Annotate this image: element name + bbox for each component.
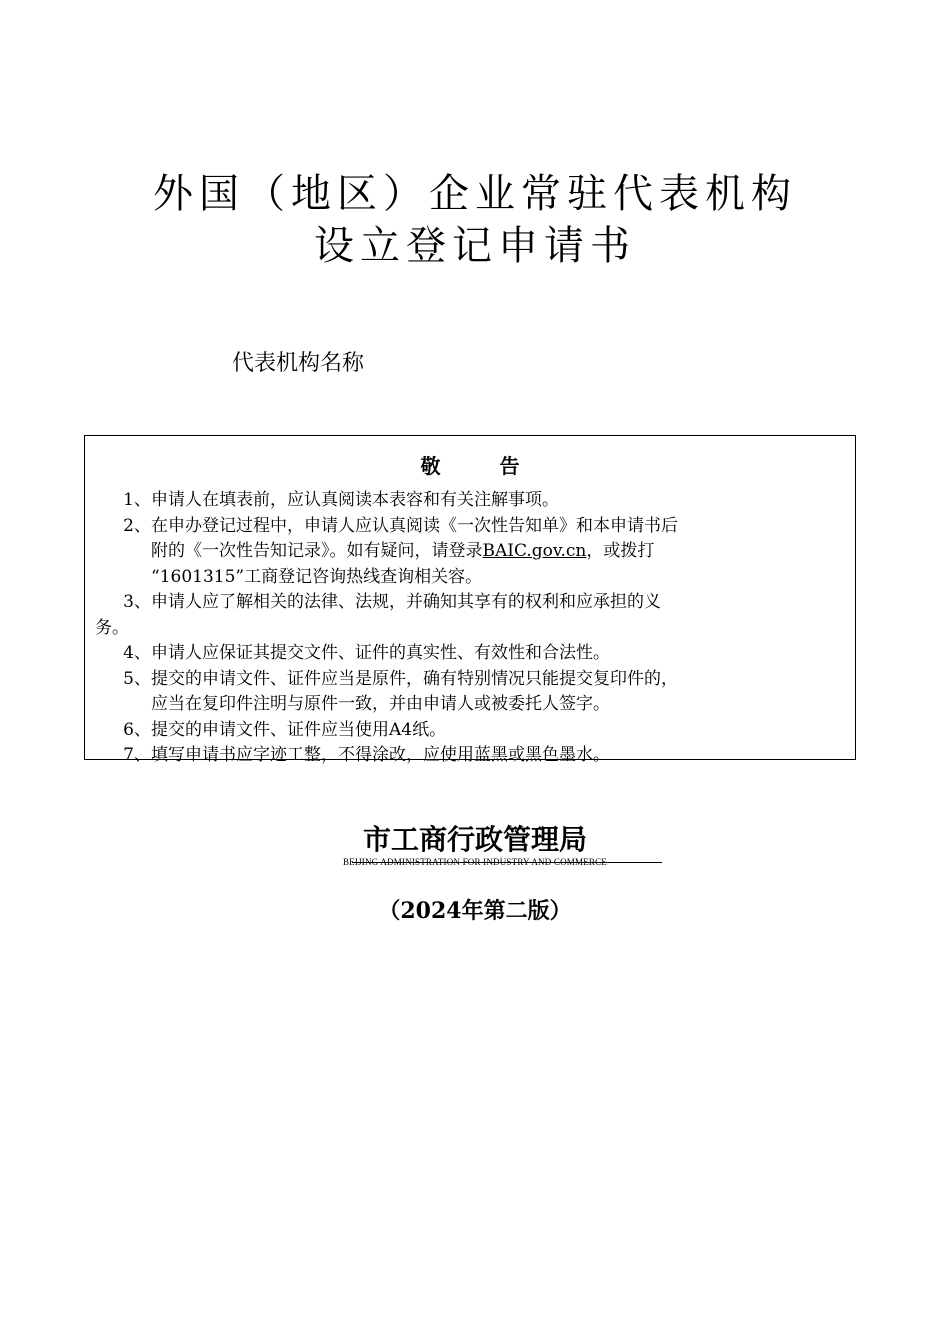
document-title-line2: 设立登记申请书 [314,223,636,269]
notice-item-6: 6、提交的申请文件、证件应当使用A4纸。 [123,719,447,740]
notice-box [84,435,856,765]
notice-item-4: 4、申请人应保证其提交文件、证件的真实性、有效性和合法性。 [123,643,610,663]
notice-item-5: 5、提交的申请文件、证件应当是原件，确有特别情况只能提交复印件的， 应当在复印件注明与原件一致，并由申请人或被委托人签字。 [123,668,678,714]
notice-item-1: 1、申请人在填表前，应认真阅读本表容和有关注解事项。 [123,490,559,510]
baic-link[interactable]: BAIC.gov.cn [482,541,587,561]
notice-item-3: 3、申请人应了解相关的法律、法规，并确知其享有的权利和应承担的义 务。 [95,592,661,638]
issuer-english-name: BEIJING ADMINISTRATION FOR INDUSTRY AND COMMERCE [342,857,608,867]
edition-label: （2024年第二版） [378,898,572,924]
notice-item-2: 2、在申办登记过程中，申请人应认真阅读《一次性告知单》和本申请书后 附的《一次性告知记录》。如有疑问，请登录BAIC.gov.cn，或拨打 “1601315”工商登记咨询热线查询相关容。 [123,515,678,587]
org-name-label: 代表机构名称 [232,351,365,376]
issuer-name: 市工商行政管理局 [362,823,587,856]
notice-list [95,488,847,769]
document-title-line1: 外国（地区）企业常驻代表机构 [153,171,797,217]
notice-heading: 敬 告 [420,454,546,478]
notice-item-7: 7、填写申请书应字迹工整，不得涂改，应使用蓝黑或黑色墨水。 [123,745,610,765]
